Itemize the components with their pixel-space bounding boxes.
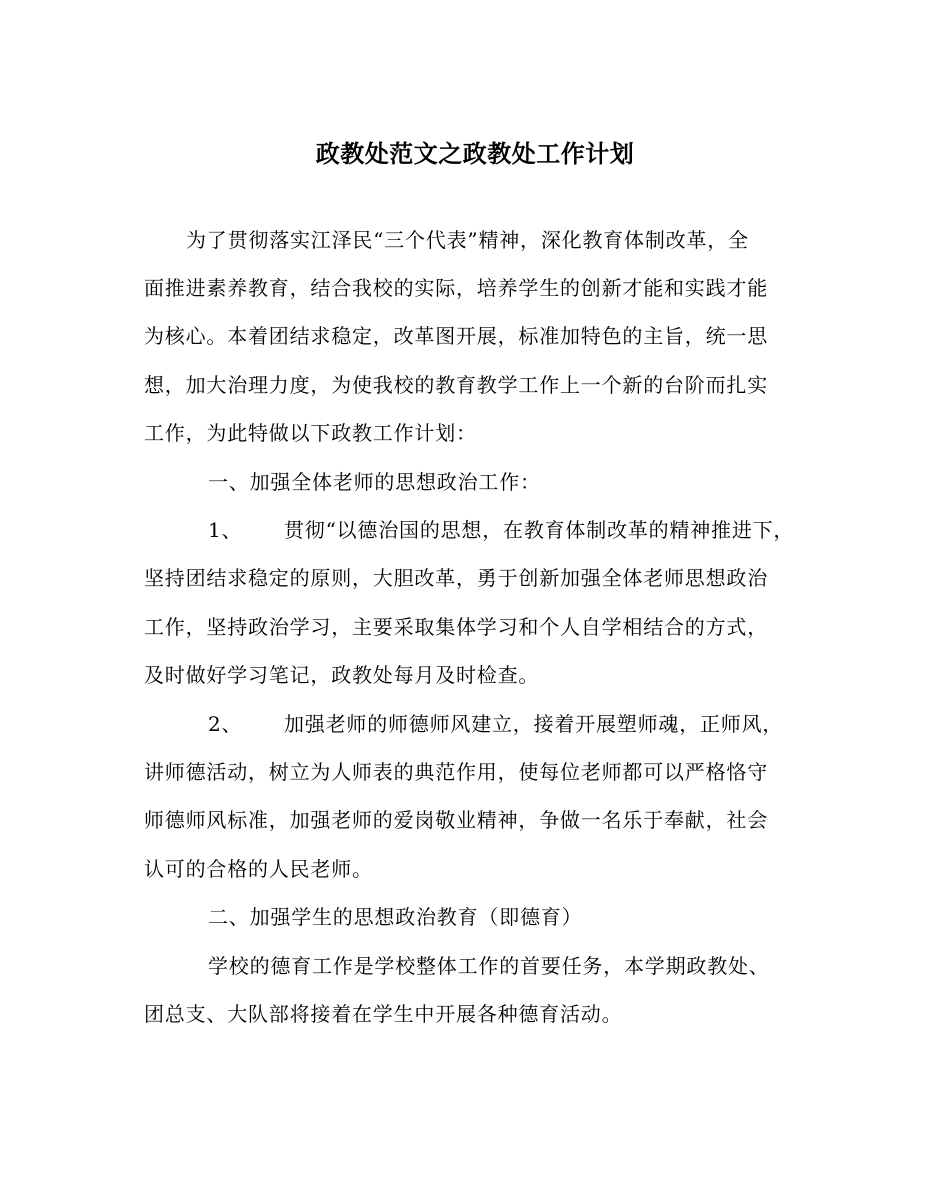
list-item-line <box>208 515 794 545</box>
paragraph-line: 讲师德活动，树立为人师表的典范作用，使每位老师都可以严格恪守 <box>144 760 768 784</box>
paragraph-line: 工作，坚持政治学习，主要采取集体学习和个人自学相结合的方式， <box>144 615 768 639</box>
list-item-text: 贯彻“以德治国的思想，在教育体制改革的精神推进下， <box>284 518 795 542</box>
paragraph-line: 学校的德育工作是学校整体工作的首要任务，本学期政教处、 <box>208 954 770 978</box>
document-title: 政教处范文之政教处工作计划 <box>315 139 635 168</box>
list-item-number: 1、 <box>208 518 243 542</box>
list-item-number: 2、 <box>208 712 243 736</box>
list-item-line <box>208 709 783 739</box>
paragraph-line: 及时做好学习笔记，政教处每月及时检查。 <box>144 663 540 687</box>
paragraph-line: 工作，为此特做以下政教工作计划： <box>144 421 477 445</box>
paragraph-line: 为了贯彻落实江泽民“三个代表”精神，深化教育体制改革，全 <box>186 228 749 252</box>
section-heading: 二、加强学生的思想政治教育（即德育） <box>208 905 583 929</box>
paragraph-line: 面推进素养教育，结合我校的实际，培养学生的创新才能和实践才能 <box>144 276 768 300</box>
paragraph-line: 师德师风标准，加强老师的爱岗敬业精神，争做一名乐于奉献，社会 <box>144 808 768 832</box>
paragraph-line: 想，加大治理力度，为使我校的教育教学工作上一个新的台阶而扎实 <box>144 373 768 397</box>
paragraph-line: 认可的合格的人民老师。 <box>144 857 373 881</box>
section-heading: 一、加强全体老师的思想政治工作： <box>208 470 541 494</box>
paragraph-line: 团总支、大队部将接着在学生中开展各种德育活动。 <box>144 1002 623 1026</box>
paragraph-line: 坚持团结求稳定的原则，大胆改革，勇于创新加强全体老师思想政治 <box>144 566 768 590</box>
paragraph-line: 为核心。本着团结求稳定，改革图开展，标准加特色的主旨，统一思 <box>144 324 768 348</box>
list-item-text: 加强老师的师德师风建立，接着开展塑师魂，正师风， <box>284 712 784 736</box>
